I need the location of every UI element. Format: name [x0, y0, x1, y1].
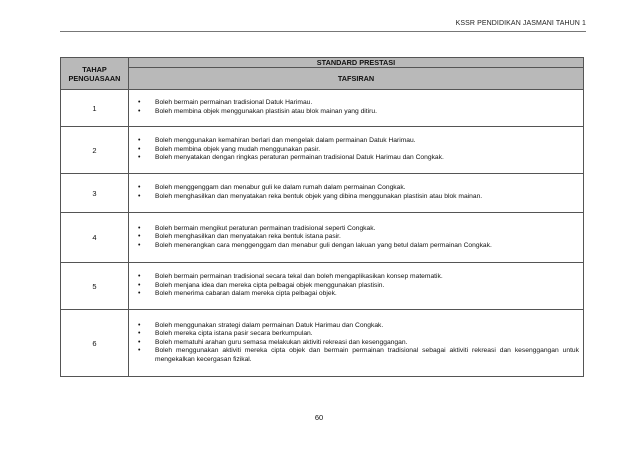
bullet-icon: • [138, 273, 141, 281]
list-item [136, 154, 579, 163]
bullet-icon: • [138, 184, 141, 192]
col-header-standard: STANDARD PRESTASI [129, 58, 584, 68]
bullet-icon: • [138, 338, 141, 346]
description-cell [129, 174, 584, 213]
list-item-text: Boleh menghasilkan dan menyatakan reka bentuk objek yang dibina menggunakan plastisin atau blok mainan. [155, 193, 483, 200]
bullet-list [136, 99, 579, 116]
bullet-icon: • [138, 330, 141, 338]
list-item [136, 273, 579, 282]
level-cell: 3 [61, 174, 129, 213]
level-cell: 2 [61, 127, 129, 174]
list-item [136, 330, 579, 339]
list-item-text: Boleh menggenggam dan menabur guli ke dalam rumah dalam permainan Congkak. [155, 184, 406, 192]
bullet-icon: • [138, 99, 141, 107]
list-item-text: Boleh bermain permainan tradisional Datuk Harimau. [155, 99, 313, 107]
col-header-desc: TAFSIRAN [129, 68, 584, 90]
bullet-icon: • [138, 281, 141, 289]
list-item [136, 339, 579, 348]
bullet-list [136, 273, 579, 299]
list-item-text: Boleh menggunakan strategi dalam permainan Datuk Harimau dan Congkak. [155, 321, 384, 329]
bullet-icon: • [138, 233, 141, 241]
bullet-icon: • [138, 321, 141, 329]
bullet-icon: • [138, 241, 141, 249]
bullet-list [136, 137, 579, 163]
list-item [136, 184, 579, 193]
table-row [61, 127, 584, 174]
list-item-text: Boleh mematuhi arahan guru semasa melakukan aktiviti rekreasi dan kesenggangan. [155, 338, 408, 346]
list-item [136, 137, 579, 146]
bullet-icon: • [138, 154, 141, 162]
header-rule [60, 31, 586, 32]
table-row [61, 174, 584, 213]
list-item-text: Boleh menggunakan aktiviti mereka cipta objek dan bermain permainan tradisional sebagai aktiviti rekreasi dan kesenggangan untuk mengekalkan kecergasan fizikal. [155, 347, 579, 363]
table-body [61, 90, 584, 377]
table-row [61, 213, 584, 263]
list-item-text: Boleh mereka cipta istana pasir secara berkumpulan. [155, 330, 313, 338]
list-item-text: Boleh bermain permainan tradisional secara tekal dan boleh mengaplikasikan konsep matematik. [155, 273, 443, 281]
list-item [136, 347, 579, 364]
list-item [136, 290, 579, 299]
header-row-top [61, 58, 584, 68]
list-item [136, 193, 579, 202]
level-cell: 1 [61, 90, 129, 127]
list-item-text: Boleh menghasilkan dan menyatakan reka bentuk istana pasir. [155, 233, 341, 241]
bullet-list [136, 184, 579, 201]
list-item [136, 146, 579, 155]
running-header: KSSR PENDIDIKAN JASMANI TAHUN 1 [455, 20, 586, 27]
list-item [136, 225, 579, 234]
bullet-icon: • [138, 224, 141, 232]
bullet-icon: • [138, 137, 141, 145]
list-item [136, 99, 579, 108]
list-item [136, 282, 579, 291]
standard-prestasi-table [60, 57, 584, 377]
table-row [61, 310, 584, 377]
list-item-text: Boleh menjana idea dan mereka cipta pelbagai objek menggunakan plastisin. [155, 281, 385, 289]
page-number: 60 [314, 413, 324, 422]
list-item-text: Boleh membina objek yang mudah menggunakan pasir. [155, 145, 321, 153]
bullet-icon: • [138, 108, 141, 115]
description-cell [129, 213, 584, 263]
bullet-icon: • [138, 290, 141, 298]
list-item-text: Boleh bermain mengikut peraturan permainan tradisional seperti Congkak. [155, 224, 376, 232]
list-item-text: Boleh menerima cabaran dalam mereka cipta pelbagai objek. [155, 290, 337, 298]
header-row-bottom [61, 68, 584, 90]
level-cell: 5 [61, 263, 129, 310]
bullet-icon: • [138, 145, 141, 153]
list-item-text: Boleh menggunakan kemahiran berlari dan mengelak dalam permainan Datuk Harimau. [155, 137, 416, 145]
table-row [61, 263, 584, 310]
col-header-level: TAHAP PENGUASAAN [61, 58, 129, 90]
bullet-icon: • [138, 347, 141, 355]
description-cell [129, 263, 584, 310]
bullet-list [136, 322, 579, 365]
description-cell [129, 310, 584, 377]
list-item [136, 108, 579, 117]
list-item-text: Boleh menerangkan cara menggenggam dan menabur guli dengan lakuan yang betul dalam permainan Congkak. [155, 241, 492, 249]
bullet-icon: • [138, 193, 141, 200]
level-cell: 6 [61, 310, 129, 377]
description-cell [129, 90, 584, 127]
description-cell [129, 127, 584, 174]
list-item-text: Boleh menyatakan dengan ringkas peraturan permainan tradisional Datuk Harimau dan Congkak. [155, 154, 444, 162]
bullet-list [136, 225, 579, 251]
list-item-text: Boleh membina objek menggunakan plastisin atau blok mainan yang ditiru. [155, 108, 377, 115]
list-item [136, 233, 579, 242]
level-cell: 4 [61, 213, 129, 263]
list-item [136, 322, 579, 331]
list-item [136, 242, 579, 251]
table-row [61, 90, 584, 127]
